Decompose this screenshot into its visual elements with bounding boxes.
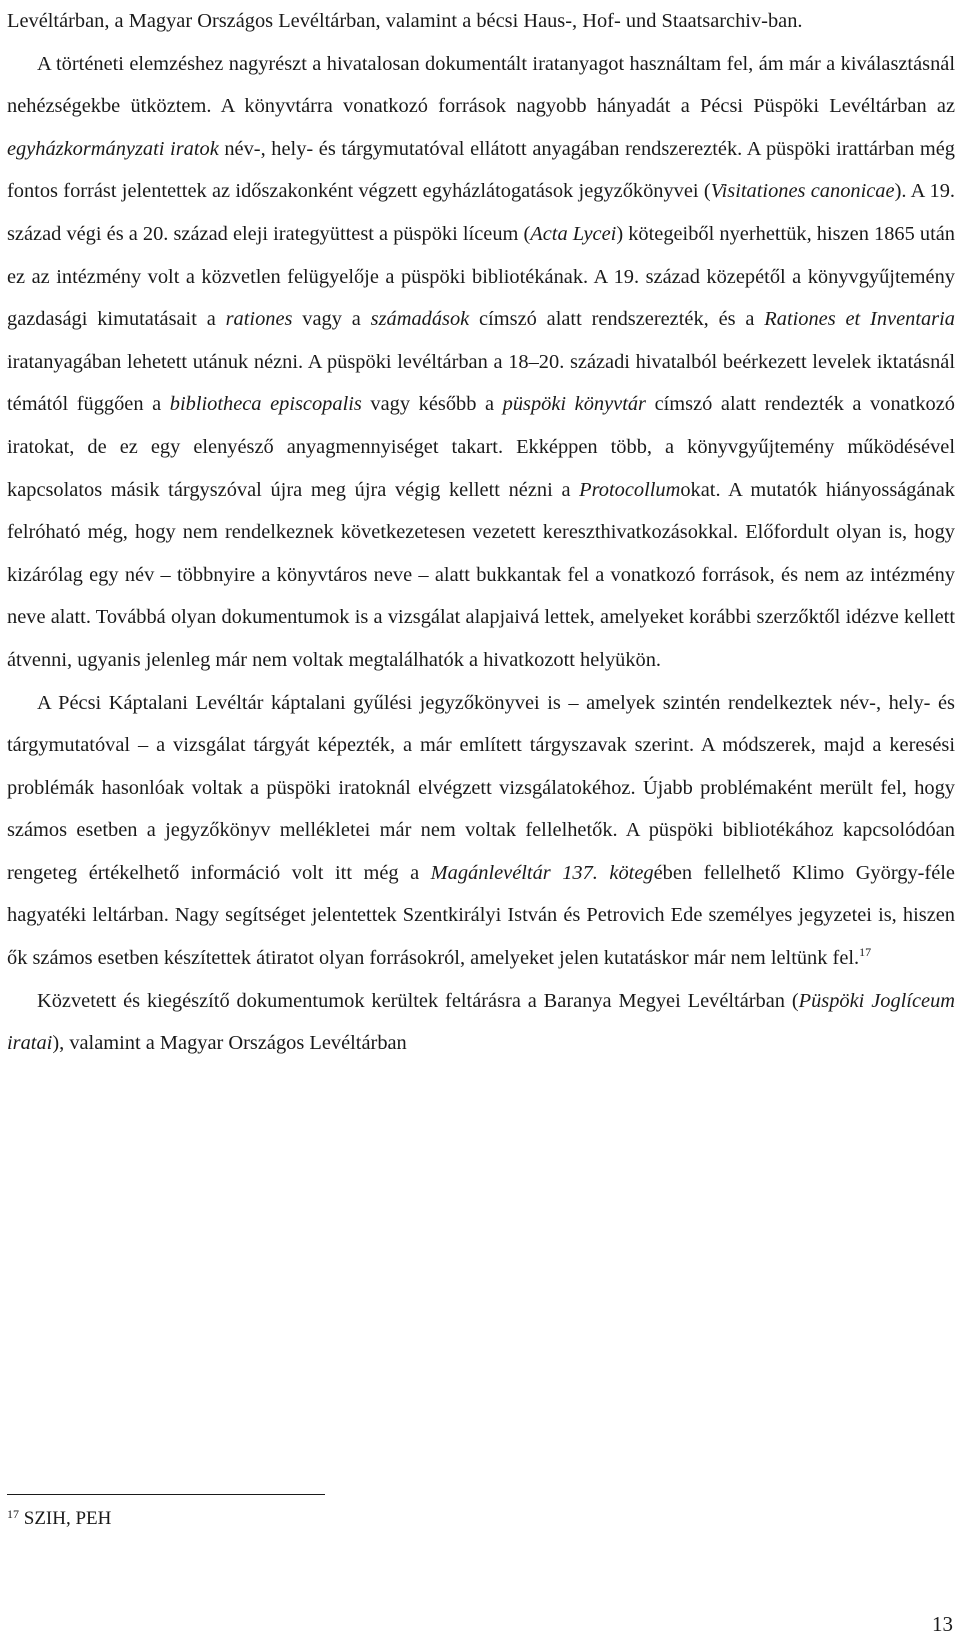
italic-term: Rationes et Inventaria: [764, 308, 955, 331]
document-body: [7, 0, 955, 1065]
italic-term: Protocollum: [579, 478, 681, 501]
text-run: vagy a: [292, 308, 371, 331]
text-run: címszó alatt rendezték a vonatkozó iratokat, de ez egy elenyésző anyagmennyiséget takart. Ekképpen több, a könyvgyűjtemény működésével kapcsolatos másik tárgyszóval újra meg újra végig kellett nézni a: [7, 393, 955, 501]
text-run: iratanyagában lehetett utánuk nézni. A püspöki levéltárban a 18–20. századi hivatalból beérkezett levelek iktatásnál témától függően a: [7, 350, 955, 416]
italic-term: számadások: [370, 308, 470, 331]
text-run: ). A 19. század végi és a 20. század eleji irategyüttest a püspöki líceum (: [7, 180, 956, 245]
footnote: [7, 1507, 111, 1531]
text-run: A történeti elemzéshez nagyrészt a hivatalosan dokumentált iratanyagot használtam fel, ám már a kiválasztásnál nehézségekbe ütköztem. A könyvtárra vonatkozó források nagyobb hányadát a Pécsi Püspöki Levéltárban az: [7, 52, 955, 118]
italic-term: Magánlevéltár 137. köteg: [430, 861, 654, 884]
italic-term: Acta Lycei: [530, 222, 617, 245]
italic-term: püspöki könyvtár: [502, 393, 646, 416]
text-run: A Pécsi Káptalani Levéltár káptalani gyűlési jegyzőkönyvei is – amelyek szintén rendelkeztek név-, hely- és tárgymutatóval – a vizsgálat tárgyát képezték, a már említett tárgyszavak szerint. A módszerek, majd a keresési problémák hasonlóak voltak a püspöki iratoknál elvégzett vizsgálatokéhoz. Újabb problémaként merült fel, hogy számos esetben a jegyzőkönyv mellékletei már nem voltak fellelhetők. A püspöki bibliotékához kapcsolódóan rengeteg értékelhető információ volt itt még a: [7, 691, 955, 884]
paragraph-chapter-archive: [7, 682, 955, 980]
italic-term: Püspöki Joglíceum iratai: [7, 989, 955, 1055]
italic-term: bibliotheca episcopalis: [169, 393, 362, 416]
text-run: ében fellelhető Klimo György-féle hagyatéki leltárban. Nagy segítséget jelentettek Szentkirályi István és Petrovich Ede személyes jegyzetei is, hiszen ők számos esetben készítettek átiratot olyan forrásokról, amelyeket jelen kutatáskor már nem leltünk fel.: [7, 861, 955, 970]
paragraph-sources-methodology: [7, 43, 955, 682]
paragraph-continuation: [7, 0, 955, 43]
text-run: Levéltárban, a Magyar Országos Levéltárban, valamint a bécsi Haus-, Hof- und Staatsarchiv-ban.: [7, 10, 803, 32]
page-number: 13: [932, 1612, 953, 1636]
text-run: vagy később a: [361, 393, 503, 416]
text-run: címszó alatt rendszerezték, és a: [469, 308, 765, 331]
text-run: Közvetett és kiegészítő dokumentumok kerültek feltárásra a Baranya Megyei Levéltárban (: [37, 989, 799, 1012]
italic-term: egyházkormányzati iratok: [7, 137, 219, 160]
text-run: ), valamint a Magyar Országos Levéltárban: [52, 1032, 407, 1055]
text-run: név-, hely- és tárgymutatóval ellátott anyagában rendszerezték. A püspöki irattárban még fontos forrást jelentettek az időszakonként végzett egyházlátogatások jegyzőkönyvei (: [7, 137, 955, 203]
italic-term: rationes: [225, 308, 293, 331]
text-run: okat. A mutatók hiányosságának felróható még, hogy nem rendelkeznek következetesen vezetett kereszthivatkozásokkal. Előfordult olyan is, hogy kizárólag egy név – többnyire a könyvtáros neve – alatt bukkantak fel a vonatkozó források, és nem az intézmény neve alatt. Továbbá olyan dokumentumok is a vizsgálat alapjaivá lettek, amelyeket korábbi szerzőktől idézve kellett átvenni, ugyanis jelenleg már nem voltak megtalálhatók a hivatkozott helyükön.: [7, 478, 955, 671]
footnote-reference: 17: [859, 945, 872, 960]
italic-term: Visitationes canonicae: [710, 180, 895, 203]
footnote-number: 17: [7, 1507, 19, 1521]
footnote-text: SZIH, PEH: [19, 1508, 112, 1529]
paragraph-indirect-documents: [7, 980, 955, 1065]
text-run: ) kötegeiből nyerhettük, hiszen 1865 után ez az intézmény volt a közvetlen felügyelője a püspöki bibliotékának. A 19. század közepétől a könyvgyűjtemény gazdasági kimutatásait a: [7, 222, 955, 331]
footnote-separator: [7, 1494, 325, 1495]
